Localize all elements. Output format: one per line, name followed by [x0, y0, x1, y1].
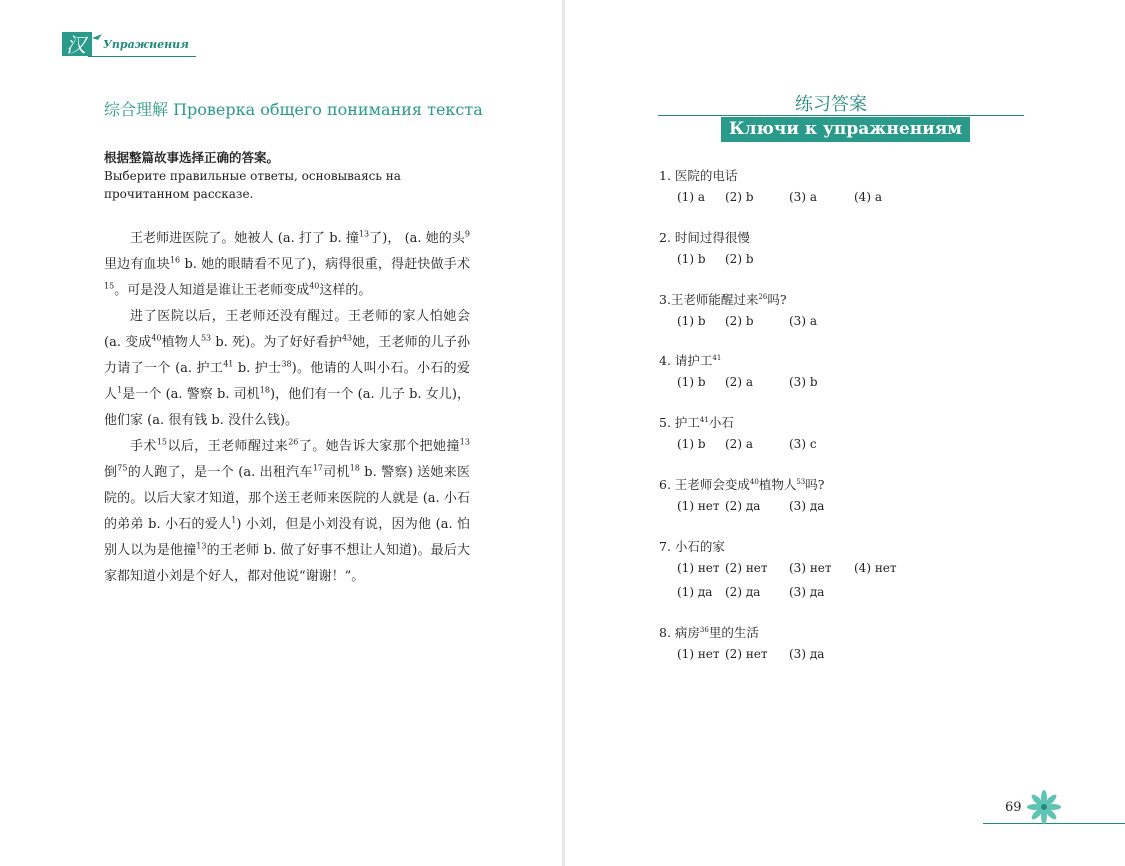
answer-value: (1) b	[677, 437, 706, 451]
answer-value: (3) да	[789, 585, 825, 599]
answer-question: 3.王老师能醒过来$^{26}$吗?	[659, 292, 787, 307]
story-paragraph: 手术$^{15}$以后，王老师醒过来$^{26}$了。她告诉大家那个把她撞$^{13}$倒$^{75}$的人跑了，是一个 (a. 出租汽车$^{17}$司机$^{18}$ b. 警察) 送她来医院的。以后大家才知道，那个送王老师来医院的人就是 (a. 小石的弟弟 b. 小石的爱人$^1$) 小刘，但是小刘没有说，因为他 (a. 怕别人以为是他撞$^{13}$的王老师 b. 做了好事不想让人知道)。最后大家都知道小刘是个好人，都对他说“谢谢！”。	[104, 437, 470, 584]
answer-value: (2) нет	[725, 647, 768, 661]
answer-question: 5. 护工$^{41}$小石	[659, 415, 734, 430]
instruction-chinese: 根据整篇故事选择正确的答案。	[104, 150, 280, 165]
answer-value: (3) нет	[789, 561, 832, 575]
story-paragraph: 王老师进医院了。她被人 (a. 打了 b. 撞$^{13}$了)， (a. 她的头$^9$里边有血块$^{16}$ b. 她的眼睛看不见了)，病得很重，得赶快做手术$^{15}$。可是没人知道是谁让王老师变成$^{40}$这样的。	[104, 229, 470, 298]
answers-title-chinese: 练习答案	[795, 94, 867, 115]
instruction-russian: Выберите правильные ответы, основываясь на прочитанном рассказе.	[104, 169, 401, 201]
answer-value: (3) c	[789, 437, 817, 451]
answer-value: (3) a	[789, 314, 817, 328]
answer-value: (1) нет	[677, 499, 720, 513]
left-page	[0, 0, 562, 866]
answer-value: (4) нет	[854, 561, 897, 575]
answer-question: 7. 小石的家	[659, 539, 725, 554]
answer-value: (1) a	[677, 190, 705, 204]
answer-value: (3) да	[789, 647, 825, 661]
answer-value: (1) нет	[677, 647, 720, 661]
answer-value: (3) b	[789, 375, 818, 389]
answer-value: (1) да	[677, 585, 713, 599]
running-header: Упражнения	[103, 38, 189, 51]
answer-question: 8. 病房$^{36}$里的生活	[659, 625, 759, 640]
answer-value: (3) a	[789, 190, 817, 204]
answer-question: 4. 请护工$^{41}$	[659, 353, 722, 368]
answer-value: (2) нет	[725, 561, 768, 575]
answer-question: 6. 王老师会变成$^{40}$植物人$^{53}$吗?	[659, 477, 825, 492]
answer-question: 2. 时间过得很慢	[659, 230, 750, 245]
story-text	[104, 226, 470, 590]
book-logo-icon	[62, 30, 102, 56]
answer-value: (2) да	[725, 499, 761, 513]
answer-value: (2) b	[725, 252, 754, 266]
answer-value: (2) b	[725, 190, 754, 204]
page-number: 69	[1005, 800, 1022, 815]
story-paragraph: 进了医院以后，王老师还没有醒过。王老师的家人怕她会 (a. 变成$^{40}$植物人$^{53}$ b. 死)。为了好好看护$^{43}$她，王老师的儿子孙力请了一个 (a. 护工$^{41}$ b. 护士$^{38}$)。他请的人叫小石。小石的爱人$^1$是一个 (a. 警察 b. 司机$^{18}$)，他们有一个 (a. 儿子 b. 女儿)，他们家 (a. 很有钱 b. 没什么钱)。	[104, 309, 470, 428]
flower-ornament-icon	[1027, 790, 1061, 824]
answer-value: (2) a	[725, 437, 753, 451]
section-title: 综合理解 Проверка общего понимания текста	[104, 100, 483, 119]
answers-title-russian: Ключи к упражнениям	[721, 117, 970, 142]
answer-value: (2) a	[725, 375, 753, 389]
answer-value: (1) b	[677, 375, 706, 389]
header-rule	[88, 56, 196, 57]
answer-value: (2) b	[725, 314, 754, 328]
answer-value: (2) да	[725, 585, 761, 599]
answer-value: (1) нет	[677, 561, 720, 575]
answer-value: (3) да	[789, 499, 825, 513]
answer-value: (1) b	[677, 252, 706, 266]
svg-text:汉: 汉	[66, 33, 86, 56]
answer-value: (1) b	[677, 314, 706, 328]
title-rule	[658, 115, 1024, 116]
answer-question: 1. 医院的电话	[659, 168, 738, 183]
right-page	[565, 0, 1125, 866]
answer-value: (4) a	[854, 190, 882, 204]
